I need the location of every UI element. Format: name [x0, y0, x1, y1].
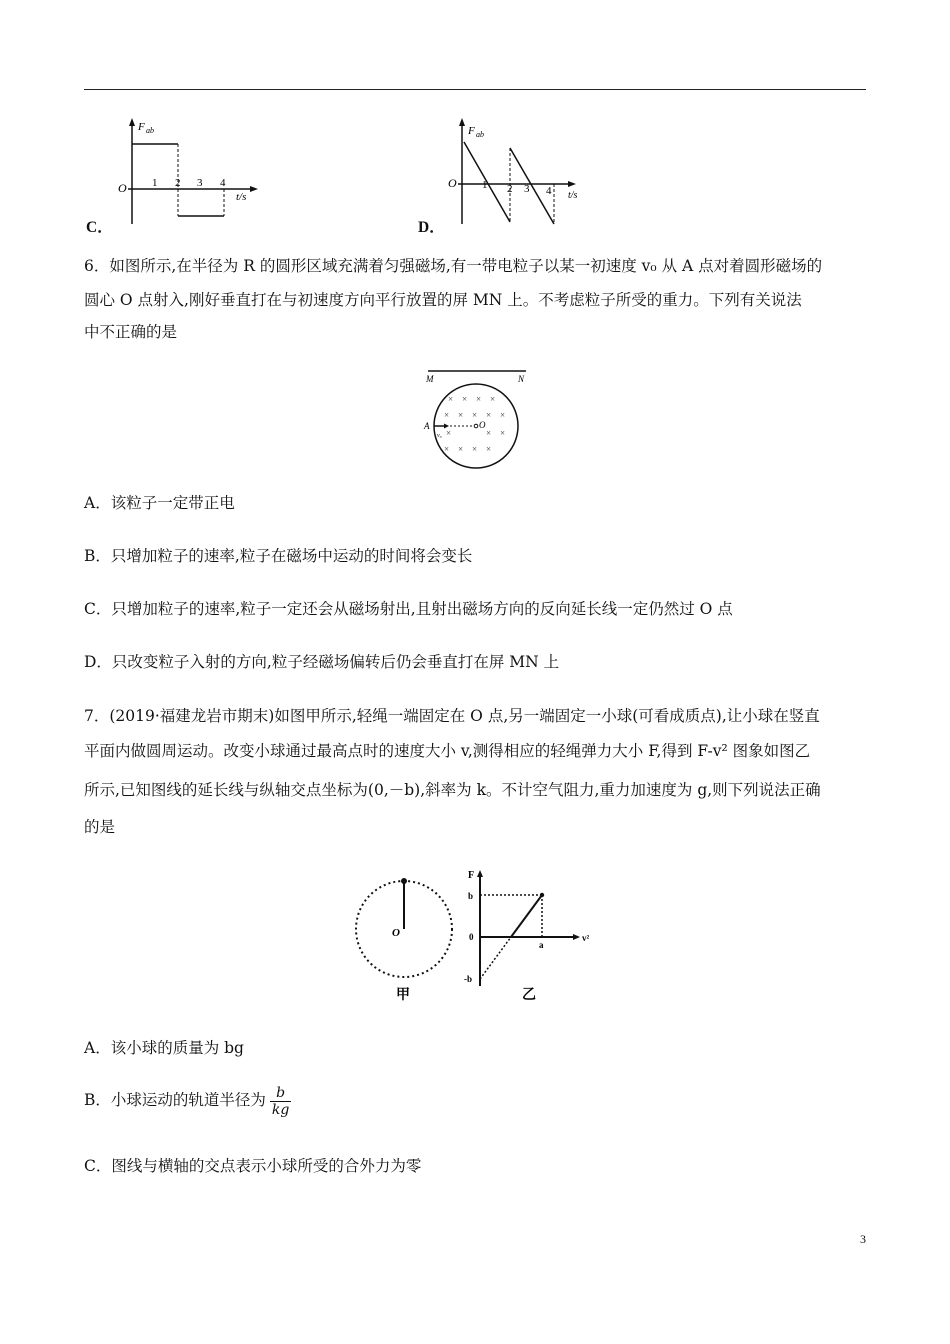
c-tick-2: 2	[175, 177, 181, 189]
c-xlabel: t/s	[236, 191, 247, 203]
q6-svg	[416, 366, 536, 472]
q6-line-2: 圆心 O 点射入,刚好垂直打在与初速度方向平行放置的屏 MN 上。不考虑粒子所受的重力。下列有关说法	[84, 291, 802, 309]
caption-yi: 乙	[522, 988, 536, 1003]
svg-text:×: ×	[472, 410, 478, 420]
label-F: F	[468, 870, 475, 881]
label-A: A	[424, 421, 430, 431]
label-neg-b: -b	[464, 974, 473, 984]
label-O: O	[479, 420, 486, 430]
q7-option-c: C．图线与横轴的交点表示小球所受的合外力为零	[84, 1157, 422, 1175]
c-tick-3: 3	[197, 177, 203, 189]
c-y-arrow	[129, 118, 135, 126]
c-ylabel: F	[138, 121, 145, 133]
d-ysub: ab	[476, 130, 484, 139]
svg-text:×: ×	[486, 428, 492, 438]
label-v0: v₀	[437, 433, 442, 439]
d-ylabel: F	[468, 125, 475, 137]
svg-text:×: ×	[486, 444, 492, 454]
q6-line-3: 中不正确的是	[84, 323, 178, 341]
q7-x-arrow	[573, 934, 580, 940]
label-M: M	[426, 374, 434, 384]
header-rule	[84, 89, 866, 90]
option-c-label: C．	[86, 219, 113, 236]
d-tick-4: 4	[546, 185, 552, 197]
q7-line-1: 7．(2019·福建龙岩市期末)如图甲所示,轻绳一端固定在 O 点,另一端固定一小球(可看成质点),让小球在竖直	[84, 707, 820, 725]
q6-figure	[416, 366, 536, 472]
q6-option-a: A．该粒子一定带正电	[84, 494, 235, 512]
graph-line	[511, 895, 542, 937]
q7-line-4: 的是	[84, 818, 116, 836]
graph-extension	[480, 937, 511, 979]
q7-line-3: 所示,已知图线的延长线与纵轴交点坐标为(0,－b),斜率为 k。不计空气阻力,重力加速度为 g,则下列说法正确	[84, 781, 821, 799]
label-O-left: O	[392, 927, 400, 939]
label-a: a	[539, 940, 544, 950]
svg-text:×: ×	[472, 444, 478, 454]
c-tick-1: 1	[152, 177, 158, 189]
d-xlabel: t/s	[568, 190, 578, 201]
svg-text:×: ×	[458, 410, 464, 420]
svg-text:×: ×	[446, 428, 452, 438]
c-ysub: ab	[146, 126, 154, 135]
svg-text:×: ×	[490, 394, 496, 404]
c-origin: O	[118, 181, 127, 195]
q7-option-b	[84, 1082, 291, 1118]
page-number: 3	[860, 1232, 866, 1246]
option-d-svg	[432, 112, 632, 234]
ball	[401, 878, 407, 884]
q7-figure	[354, 864, 604, 1006]
q7-line-2: 平面内做圆周运动。改变小球通过最高点时的速度大小 v,测得相应的轻绳弹力大小 F,得到 F-v² 图象如图乙	[84, 742, 811, 760]
point-ab	[540, 893, 544, 897]
q7-y-arrow	[477, 870, 483, 877]
svg-text:×: ×	[486, 410, 492, 420]
d-tick-2: 2	[507, 183, 513, 195]
option-c-svg	[84, 112, 284, 234]
d-origin: O	[448, 176, 457, 190]
svg-text:×: ×	[500, 428, 506, 438]
svg-text:×: ×	[444, 410, 450, 420]
q7-option-a: A．该小球的质量为 bg	[84, 1039, 244, 1057]
label-N: N	[518, 374, 525, 384]
label-b: b	[468, 891, 474, 901]
d-tick-3: 3	[524, 183, 530, 195]
svg-text:×: ×	[476, 394, 482, 404]
frac-numerator: b	[270, 1085, 291, 1102]
option-d-label: D．	[418, 219, 445, 236]
d-tick-1: 1	[482, 179, 488, 191]
q7-svg	[354, 864, 604, 1006]
center-O	[474, 424, 478, 428]
c-tick-4: 4	[220, 177, 226, 189]
c-x-arrow	[250, 186, 258, 192]
q7-option-b-fraction	[270, 1085, 291, 1118]
option-d-graph	[432, 112, 632, 234]
d-y-arrow	[459, 118, 465, 126]
frac-denominator: kg	[271, 1101, 290, 1118]
label-v2: v²	[582, 933, 590, 943]
q6-option-d: D．只改变粒子入射的方向,粒子经磁场偏转后仍会垂直打在屏 MN 上	[84, 653, 560, 671]
q7-option-b-prefix: B．小球运动的轨道半径为	[84, 1091, 266, 1109]
q6-option-b: B．只增加粒子的速率,粒子在磁场中运动的时间将会变长	[84, 547, 473, 565]
field-crosses	[444, 394, 505, 454]
svg-text:×: ×	[500, 410, 506, 420]
q6-line-1: 6．如图所示,在半径为 R 的圆形区域充满着匀强磁场,有一带电粒子以某一初速度 v₀ 从 A 点对着圆形磁场的	[84, 257, 823, 275]
d-x-arrow	[568, 181, 576, 187]
caption-jia: 甲	[396, 988, 410, 1003]
q6-option-c: C．只增加粒子的速率,粒子一定还会从磁场射出,且射出磁场方向的反向延长线一定仍然过 O 点	[84, 600, 733, 618]
svg-text:×: ×	[462, 394, 468, 404]
svg-text:×: ×	[444, 444, 450, 454]
option-c-graph	[84, 112, 284, 234]
label-zero: 0	[469, 932, 474, 942]
svg-text:×: ×	[448, 394, 454, 404]
svg-text:×: ×	[458, 444, 464, 454]
